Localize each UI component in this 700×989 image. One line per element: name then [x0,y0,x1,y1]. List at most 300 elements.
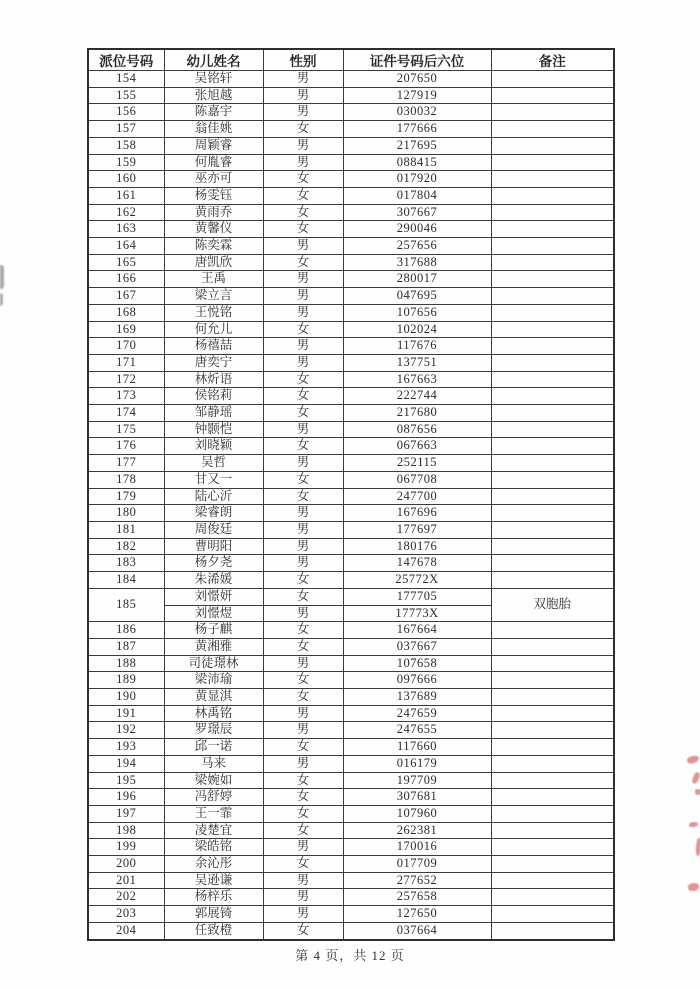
cell-allocation-number: 160 [88,171,164,188]
cell-remark [491,722,614,739]
cell-remark [491,689,614,706]
cell-gender: 男 [263,755,343,772]
cell-allocation-number: 178 [88,471,164,488]
table-row [88,722,614,739]
cell-gender: 男 [263,889,343,906]
cell-gender: 女 [263,471,343,488]
cell-gender: 女 [263,371,343,388]
cell-child-name: 黄湘雅 [164,638,263,655]
cell-child-name: 邹静瑶 [164,405,263,422]
cell-child-name: 陈奕霖 [164,238,263,255]
table-row [88,354,614,371]
cell-gender: 男 [263,655,343,672]
cell-allocation-number: 161 [88,187,164,204]
cell-gender: 女 [263,739,343,756]
cell-allocation-number: 171 [88,354,164,371]
table-row [88,187,614,204]
cell-allocation-number: 203 [88,906,164,923]
cell-child-name: 吴哲 [164,455,263,472]
cell-id-last6: 307667 [343,204,491,221]
cell-remark [491,839,614,856]
cell-child-name: 王禹 [164,271,263,288]
table-row [88,672,614,689]
cell-gender: 男 [263,872,343,889]
cell-id-last6: 222744 [343,388,491,405]
cell-allocation-number: 179 [88,488,164,505]
cell-child-name: 王一霏 [164,805,263,822]
table-row [88,805,614,822]
table-row [88,572,614,589]
cell-remark [491,204,614,221]
cell-gender: 女 [263,438,343,455]
table-row [88,471,614,488]
cell-gender: 女 [263,221,343,238]
cell-gender: 男 [263,521,343,538]
cell-child-name: 余沁彤 [164,856,263,873]
cell-allocation-number: 154 [88,71,164,88]
red-stamp-fragment [687,882,700,893]
cell-id-last6: 177705 [343,588,491,605]
cell-allocation-number: 170 [88,338,164,355]
table-row [88,87,614,104]
cell-id-last6: 107658 [343,655,491,672]
cell-gender: 女 [263,805,343,822]
cell-id-last6: 097666 [343,672,491,689]
cell-id-last6: 102024 [343,321,491,338]
cell-gender: 女 [263,588,343,605]
cell-child-name: 林炘语 [164,371,263,388]
cell-child-name: 林禹铭 [164,705,263,722]
cell-gender: 男 [263,154,343,171]
cell-gender: 女 [263,689,343,706]
cell-remark [491,805,614,822]
cell-remark [491,872,614,889]
cell-gender: 男 [263,354,343,371]
cell-id-last6: 137751 [343,354,491,371]
cell-id-last6: 017709 [343,856,491,873]
table-row [88,254,614,271]
cell-child-name: 唐凯欣 [164,254,263,271]
cell-remark [491,638,614,655]
cell-remark [491,238,614,255]
cell-gender: 女 [263,856,343,873]
table-row [88,137,614,154]
cell-id-last6: 107960 [343,805,491,822]
cell-remark [491,488,614,505]
cell-id-last6: 167663 [343,371,491,388]
column-header-name: 幼儿姓名 [164,49,263,71]
table-row [88,154,614,171]
table-row [88,772,614,789]
cell-child-name: 梁婉如 [164,772,263,789]
cell-child-name: 曹明阳 [164,538,263,555]
cell-child-name: 杨子麒 [164,622,263,639]
cell-remark [491,538,614,555]
cell-child-name: 周颖睿 [164,137,263,154]
column-header-id6: 证件号码后六位 [343,49,491,71]
red-stamp-fragment [691,771,700,784]
cell-allocation-number: 180 [88,505,164,522]
table-row [88,204,614,221]
cell-child-name: 吴铭轩 [164,71,263,88]
cell-allocation-number: 183 [88,555,164,572]
table-row [88,121,614,138]
table-row [88,421,614,438]
cell-id-last6: 317688 [343,254,491,271]
table-row [88,555,614,572]
cell-allocation-number: 192 [88,722,164,739]
cell-gender: 男 [263,839,343,856]
cell-remark [491,154,614,171]
cell-child-name: 司徒璟林 [164,655,263,672]
cell-gender: 男 [263,421,343,438]
table-row [88,221,614,238]
cell-allocation-number: 197 [88,805,164,822]
cell-id-last6: 016179 [343,755,491,772]
table-row [88,839,614,856]
cell-child-name: 黄显淇 [164,689,263,706]
cell-child-name: 陆心沂 [164,488,263,505]
cell-remark [491,655,614,672]
cell-id-last6: 117660 [343,739,491,756]
cell-id-last6: 030032 [343,104,491,121]
cell-remark [491,572,614,589]
cell-remark [491,822,614,839]
table-row [88,238,614,255]
cell-child-name: 侯铭莉 [164,388,263,405]
page-footer: 第 4 页，共 12 页 [295,948,405,963]
table-row [88,104,614,121]
cell-child-name: 梁皓铭 [164,839,263,856]
cell-id-last6: 167696 [343,505,491,522]
cell-child-name: 梁立言 [164,288,263,305]
cell-id-last6: 170016 [343,839,491,856]
table-row [88,689,614,706]
cell-gender: 男 [263,338,343,355]
cell-allocation-number: 193 [88,739,164,756]
cell-allocation-number: 172 [88,371,164,388]
cell-allocation-number: 194 [88,755,164,772]
cell-remark [491,271,614,288]
cell-remark [491,354,614,371]
table-row [88,789,614,806]
cell-remark [491,104,614,121]
cell-id-last6: 167664 [343,622,491,639]
allocation-table [87,48,615,941]
cell-remark [491,87,614,104]
cell-allocation-number: 200 [88,856,164,873]
column-header-remark: 备注 [491,49,614,71]
cell-child-name: 黄雨乔 [164,204,263,221]
cell-allocation-number: 163 [88,221,164,238]
cell-child-name: 甘又一 [164,471,263,488]
cell-gender: 女 [263,572,343,589]
cell-gender: 男 [263,137,343,154]
red-stamp-fragment [689,821,699,827]
table-row [88,906,614,923]
cell-remark [491,221,614,238]
cell-allocation-number: 168 [88,304,164,321]
red-stamp-fragment [686,754,700,765]
cell-allocation-number: 191 [88,705,164,722]
cell-allocation-number: 185 [88,588,164,621]
cell-allocation-number: 190 [88,689,164,706]
cell-allocation-number: 175 [88,421,164,438]
cell-child-name: 钟颢恺 [164,421,263,438]
cell-remark [491,772,614,789]
table-row [88,338,614,355]
cell-child-name: 刘憬妍 [164,588,263,605]
cell-allocation-number: 162 [88,204,164,221]
cell-gender: 男 [263,505,343,522]
cell-allocation-number: 159 [88,154,164,171]
cell-allocation-number: 167 [88,288,164,305]
cell-id-last6: 207650 [343,71,491,88]
table-row [88,705,614,722]
cell-allocation-number: 189 [88,672,164,689]
cell-child-name: 何胤睿 [164,154,263,171]
cell-id-last6: 088415 [343,154,491,171]
cell-remark [491,672,614,689]
cell-allocation-number: 187 [88,638,164,655]
table-row [88,755,614,772]
cell-id-last6: 037664 [343,922,491,939]
cell-remark [491,705,614,722]
cell-remark [491,171,614,188]
cell-id-last6: 257658 [343,889,491,906]
cell-remark [491,288,614,305]
cell-allocation-number: 166 [88,271,164,288]
cell-id-last6: 257656 [343,238,491,255]
cell-id-last6: 037667 [343,638,491,655]
cell-allocation-number: 188 [88,655,164,672]
cell-allocation-number: 155 [88,87,164,104]
cell-remark [491,906,614,923]
cell-remark [491,71,614,88]
cell-child-name: 任致橙 [164,922,263,939]
cell-allocation-number: 176 [88,438,164,455]
cell-remark [491,922,614,939]
cell-remark [491,555,614,572]
cell-child-name: 刘晓颖 [164,438,263,455]
cell-id-last6: 290046 [343,221,491,238]
table-row [88,438,614,455]
cell-remark [491,371,614,388]
cell-allocation-number: 156 [88,104,164,121]
table-header-row [88,49,614,71]
column-header-gender: 性别 [263,49,343,71]
cell-gender: 女 [263,789,343,806]
cell-id-last6: 137689 [343,689,491,706]
cell-gender: 男 [263,304,343,321]
cell-gender: 女 [263,254,343,271]
cell-child-name: 巫亦可 [164,171,263,188]
cell-gender: 男 [263,238,343,255]
cell-remark [491,856,614,873]
cell-remark [491,304,614,321]
table-row [88,822,614,839]
cell-id-last6: 247659 [343,705,491,722]
cell-id-last6: 127650 [343,906,491,923]
cell-child-name: 冯舒婷 [164,789,263,806]
cell-gender: 女 [263,622,343,639]
cell-allocation-number: 204 [88,922,164,939]
cell-child-name: 杨禧喆 [164,338,263,355]
cell-remark [491,254,614,271]
table-row [88,271,614,288]
table-row [88,538,614,555]
cell-id-last6: 180176 [343,538,491,555]
cell-child-name: 唐奕宁 [164,354,263,371]
table-row [88,71,614,88]
cell-gender: 男 [263,722,343,739]
cell-id-last6: 217680 [343,405,491,422]
table-row [88,405,614,422]
cell-child-name: 王悦铭 [164,304,263,321]
cell-gender: 女 [263,388,343,405]
red-stamp-fragment [695,789,700,795]
cell-gender: 女 [263,638,343,655]
cell-remark [491,471,614,488]
cell-gender: 女 [263,204,343,221]
cell-id-last6: 087656 [343,421,491,438]
cell-id-last6: 262381 [343,822,491,839]
cell-remark [491,521,614,538]
cell-allocation-number: 177 [88,455,164,472]
table-row [88,739,614,756]
cell-id-last6: 252115 [343,455,491,472]
table-row [88,872,614,889]
table-row [88,521,614,538]
cell-gender: 女 [263,672,343,689]
cell-gender: 男 [263,87,343,104]
cell-id-last6: 307681 [343,789,491,806]
table-row [88,371,614,388]
cell-child-name: 杨雯钰 [164,187,263,204]
scan-artifact [0,293,3,306]
cell-child-name: 梁睿朗 [164,505,263,522]
cell-remark [491,755,614,772]
column-header-number: 派位号码 [88,49,164,71]
cell-id-last6: 280017 [343,271,491,288]
cell-gender: 男 [263,605,343,622]
cell-id-last6: 047695 [343,288,491,305]
table-row [88,171,614,188]
cell-gender: 男 [263,271,343,288]
table-row [88,856,614,873]
cell-allocation-number: 199 [88,839,164,856]
table-row [88,622,614,639]
cell-remark [491,321,614,338]
table-row [88,889,614,906]
table-row [88,655,614,672]
cell-id-last6: 177697 [343,521,491,538]
cell-gender: 男 [263,705,343,722]
cell-id-last6: 277652 [343,872,491,889]
cell-gender: 男 [263,288,343,305]
cell-gender: 男 [263,455,343,472]
red-stamp-fragment [695,838,700,856]
cell-remark [491,789,614,806]
table-row [88,321,614,338]
cell-child-name: 陈嘉宇 [164,104,263,121]
cell-child-name: 邱一诺 [164,739,263,756]
cell-child-name: 凌楚宜 [164,822,263,839]
cell-gender: 女 [263,822,343,839]
cell-child-name: 杨夕尧 [164,555,263,572]
scan-artifact [0,265,4,289]
cell-allocation-number: 196 [88,789,164,806]
cell-gender: 女 [263,488,343,505]
cell-gender: 女 [263,922,343,939]
cell-remark [491,405,614,422]
cell-child-name: 黄馨仪 [164,221,263,238]
cell-remark [491,622,614,639]
cell-gender: 女 [263,187,343,204]
table-row [88,638,614,655]
table-row [88,304,614,321]
cell-id-last6: 117676 [343,338,491,355]
cell-remark [491,137,614,154]
cell-id-last6: 017920 [343,171,491,188]
cell-child-name: 杨梓乐 [164,889,263,906]
cell-remark [491,388,614,405]
cell-id-last6: 067663 [343,438,491,455]
cell-allocation-number: 182 [88,538,164,555]
cell-child-name: 郭展锜 [164,906,263,923]
cell-allocation-number: 195 [88,772,164,789]
cell-gender: 女 [263,772,343,789]
cell-child-name: 梁沛瑜 [164,672,263,689]
table-row [88,505,614,522]
cell-id-last6: 177666 [343,121,491,138]
cell-gender: 男 [263,71,343,88]
cell-gender: 女 [263,121,343,138]
cell-allocation-number: 201 [88,872,164,889]
cell-remark [491,338,614,355]
cell-gender: 男 [263,555,343,572]
cell-remark [491,455,614,472]
cell-gender: 男 [263,906,343,923]
cell-id-last6: 25772X [343,572,491,589]
cell-remark [491,187,614,204]
cell-id-last6: 127919 [343,87,491,104]
cell-allocation-number: 158 [88,137,164,154]
cell-allocation-number: 186 [88,622,164,639]
cell-id-last6: 247700 [343,488,491,505]
cell-allocation-number: 165 [88,254,164,271]
cell-allocation-number: 173 [88,388,164,405]
cell-remark [491,421,614,438]
cell-child-name: 张旭越 [164,87,263,104]
cell-remark [491,739,614,756]
cell-child-name: 吴逊谦 [164,872,263,889]
table-row [88,488,614,505]
cell-id-last6: 147678 [343,555,491,572]
cell-id-last6: 067708 [343,471,491,488]
cell-allocation-number: 157 [88,121,164,138]
cell-allocation-number: 184 [88,572,164,589]
cell-allocation-number: 169 [88,321,164,338]
cell-id-last6: 107656 [343,304,491,321]
cell-allocation-number: 164 [88,238,164,255]
cell-allocation-number: 202 [88,889,164,906]
table-row [88,588,614,605]
table-row [88,288,614,305]
cell-remark [491,121,614,138]
cell-id-last6: 17773X [343,605,491,622]
cell-gender: 男 [263,104,343,121]
